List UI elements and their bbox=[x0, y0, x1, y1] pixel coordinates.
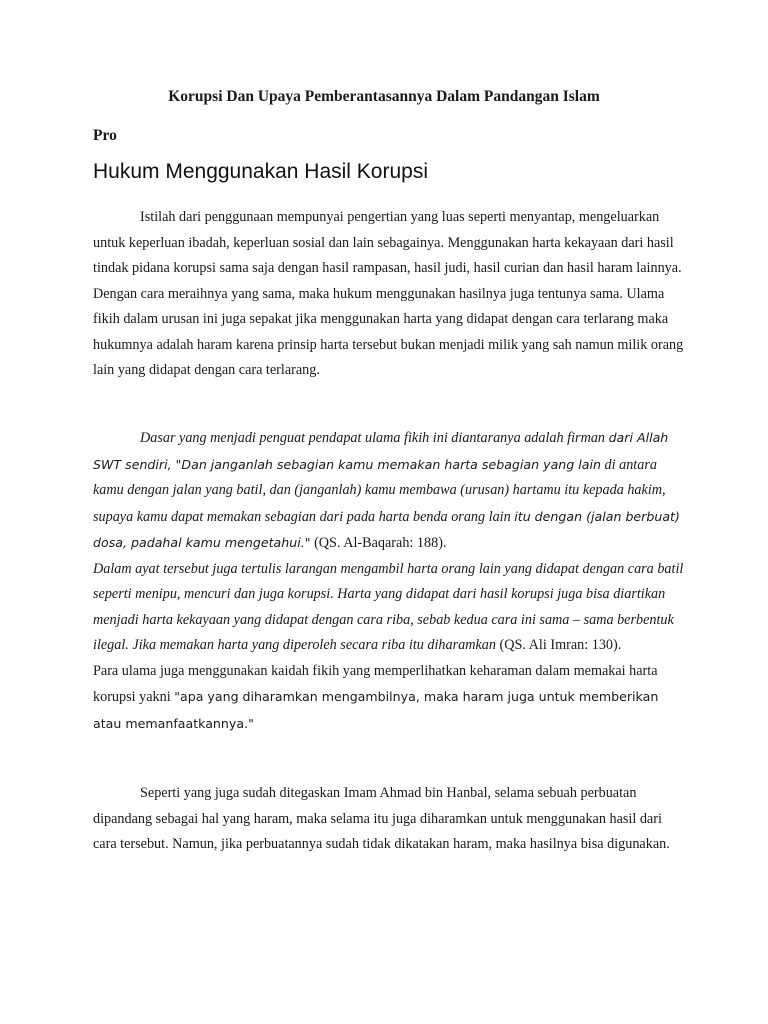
paragraph-evidence bbox=[93, 425, 685, 737]
evidence-intro: Dasar yang menjadi penguat pendapat ulama fikih ini diantaranya adalah firman bbox=[140, 430, 606, 446]
section-heading: Hukum Menggunakan Hasil Korupsi bbox=[93, 160, 429, 183]
quran-quote-part1: dari Allah SWT sendiri, "Dan janganlah sebagian kamu memakan harta sebagian yang lain bbox=[93, 430, 669, 472]
quran-reference-baqarah: (QS. Al-Baqarah: 188). bbox=[310, 535, 447, 551]
quran-quote-part2: di antara kamu dengan jalan yang batil, dan (janganlah) kamu membawa (urusan) hartamu itu kepada hakim, supaya kamu dapat memakan sebagian dari pada harta benda orang lain bbox=[93, 456, 666, 525]
quran-reference-imran: (QS. Ali Imran: 130). bbox=[495, 637, 622, 653]
document-title: Korupsi Dan Upaya Pemberantasannya Dalam Pandangan Islam bbox=[168, 88, 600, 105]
paragraph-conclusion: Seperti yang juga sudah ditegaskan Imam Ahmad bin Hanbal, selama sebuah perbuatan dipandang sebagai hal yang haram, maka selama itu juga diharamkan untuk menggunakan hasil dari cara tersebut. Namun, jika perbuatannya sudah tidak dikatakan haram, maka hasilnya bisa digunakan. bbox=[93, 785, 670, 852]
fiqh-rule-intro: Para ulama juga menggunakan kaidah fikih yang memperlihatkan keharaman dalam memakai harta korupsi yakni bbox=[93, 662, 658, 705]
paragraph-definition: Istilah dari penggunaan mempunyai pengertian yang luas seperti menyantap, mengeluarkan untuk keperluan ibadah, keperluan sosial dan lain sebagainya. Menggunakan harta kekayaan dari hasil tindak pidana korupsi sama saja dengan hasil rampasan, hasil judi, hasil curian dan hasil haram lainnya. Dengan cara meraihnya yang sama, maka hukum menggunakan hasilnya juga tentunya sama. Ulama fikih dalam urusan ini juga sepakat jika menggunakan harta yang didapat dengan cara terlarang maka hukumnya adalah haram karena prinsip harta tersebut bukan menjadi milik yang sah namun milik orang lain yang didapat dengan cara terlarang. bbox=[93, 209, 684, 378]
evidence-body: Dalam ayat tersebut juga tertulis larangan mengambil harta orang lain yang didapat dengan cara batil seperti menipu, mencuri dan juga korupsi. Harta yang didapat dari hasil korupsi juga bisa diartikan menjadi harta kekayaan yang didapat dengan cara riba, sebab kedua cara ini sama – sama berbentuk ilegal. Jika memakan harta yang diperoleh secara riba itu diharamkan bbox=[93, 560, 684, 653]
quran-quote-part3: itu dengan (jalan berbuat) dosa, padahal kamu mengetahui." bbox=[93, 508, 680, 550]
section-label-pro: Pro bbox=[93, 127, 117, 144]
fiqh-rule-quote: "apa yang diharamkan mengambilnya, maka haram juga untuk memberikan atau memanfaatkannya." bbox=[93, 689, 659, 731]
